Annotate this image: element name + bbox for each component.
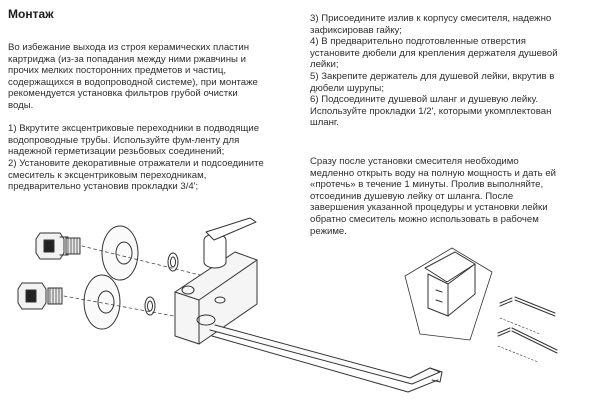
step-6: 6) Подсоедините душевой шланг и душевую лейку. Используйте прокладки 1/2', которыми укомплектован шланг. (310, 94, 552, 129)
step-2: 2) Установите декоративные отражатели и подсоедините смеситель к эксцентриковым переходникам, предварительно установив прокладки 3/4'; (8, 157, 264, 193)
spout (210, 325, 442, 392)
intro-paragraph: Во избежание выхода из строя керамических пластин картриджа (из-за попадания между ними ржавчины и прочих мелких посторонних предметов и частиц, содержащихся в водопроводной системе), при монтаже рекомендуется установка фильтров грубой очистки воды. (8, 42, 258, 111)
step-4: 4) В предварительно подготовленные отверстия установите дюбели для крепления держателя душевой лейки; (310, 36, 558, 71)
gaskets-3-4 (145, 253, 178, 315)
lower-eccentric-adapter (18, 283, 62, 309)
dowels-and-screws (498, 297, 557, 362)
page-title: Монтаж (8, 7, 54, 21)
shower-holder-bracket (405, 248, 492, 340)
flush-note-text: Сразу после установки смесителя необходимо медленно открыть воду на полную мощность и дать ей «протечь» в течение 1 минуты. Пролив выполняйте, отсоединив душевую лейку от шланга. После завершения указанной процедуры и установки лейки обратно смеситель можно использовать в рабочем режиме. (310, 156, 557, 237)
step-1: 1) Вкрутите эксцентриковые переходники в подводящие водопроводные трубы. Используйте фум-ленту для надежной герметизации резьбовых соединений; (8, 123, 260, 158)
step-3: 3) Присоедините излив к корпусу смесителя, надежно зафиксировав гайку; (310, 13, 552, 36)
step-5: 5) Закрепите держатель для душевой лейки, вкрутив в дюбели шурупы; (310, 70, 555, 94)
upper-eccentric-adapter (36, 233, 80, 259)
decorative-reflectors (84, 226, 138, 329)
